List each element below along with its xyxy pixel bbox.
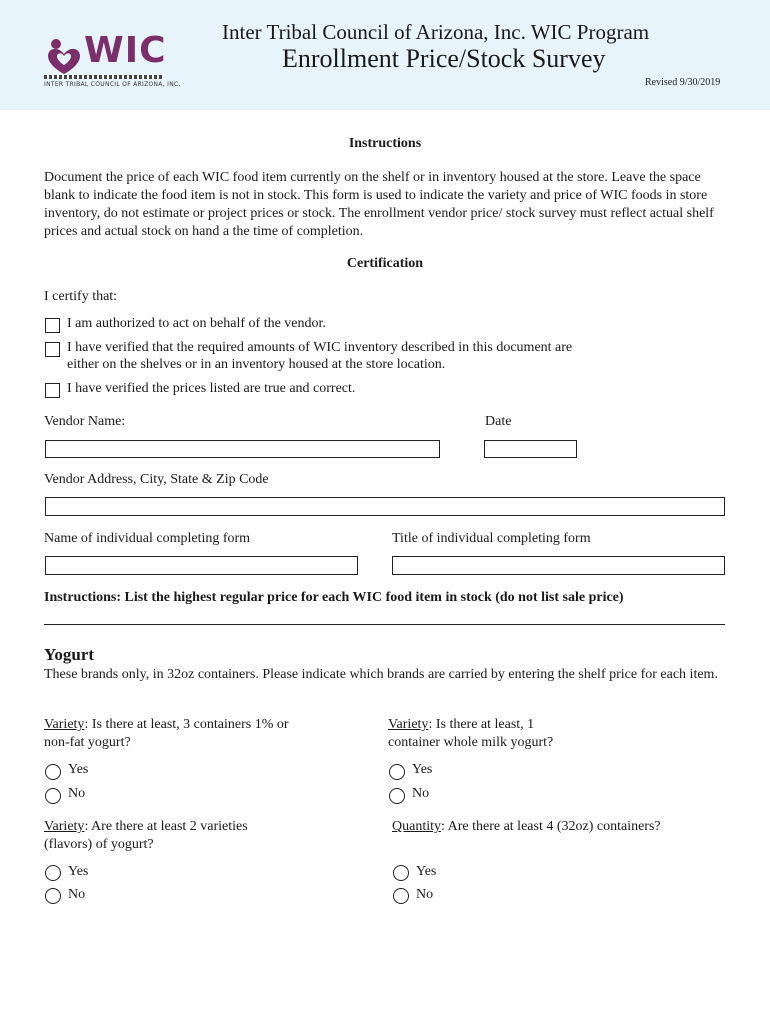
header-band: [0, 0, 770, 110]
vendor-name-label: Vendor Name:: [44, 414, 126, 429]
certify-item-inventory-cont: either on the shelves or in an inventory housed at the store location.: [67, 357, 446, 372]
section-divider: [44, 624, 725, 625]
list-instructions: Instructions: List the highest regular price for each WIC food item in stock (do not list sale price): [44, 590, 624, 605]
certify-checkbox-authorized[interactable]: [45, 318, 60, 333]
question-text: : Are there at least 4 (32oz) containers?: [441, 819, 661, 834]
quantity-no-radio[interactable]: [393, 888, 409, 904]
certify-item-authorized: I am authorized to act on behalf of the vendor.: [67, 316, 326, 331]
instructions-heading: Instructions: [348, 136, 422, 151]
certify-intro: I certify that:: [44, 289, 118, 304]
question-flavor-variety-cont: (flavors) of yogurt?: [44, 837, 154, 852]
question-text: : Is there at least, 3 containers 1% or: [84, 717, 289, 732]
low-fat-yes-radio[interactable]: [45, 764, 61, 780]
certify-item-prices: I have verified the prices listed are true and correct.: [67, 381, 356, 396]
question-tag: Quantity: [392, 819, 441, 834]
title-individual-label: Title of individual completing form: [392, 531, 591, 546]
org-title: Inter Tribal Council of Arizona, Inc. WIC Program: [222, 20, 650, 44]
yogurt-description: These brands only, in 32oz containers. Please indicate which brands are carried by entering the shelf price for each item.: [44, 667, 718, 682]
name-individual-field[interactable]: [45, 556, 358, 575]
low-fat-no-label: No: [68, 786, 86, 801]
whole-milk-yes-label: Yes: [412, 762, 433, 777]
question-text: : Is there at least, 1: [428, 717, 535, 732]
vendor-address-field[interactable]: [45, 497, 725, 516]
flavor-yes-radio[interactable]: [45, 865, 61, 881]
yogurt-heading: Yogurt: [44, 645, 95, 664]
quantity-yes-label: Yes: [416, 864, 437, 879]
certify-item-inventory: I have verified that the required amounts of WIC inventory described in this document are: [67, 340, 573, 355]
question-quantity: [392, 819, 661, 835]
question-tag: Variety: [44, 717, 85, 732]
question-low-fat-variety-cont: non-fat yogurt?: [44, 735, 131, 750]
low-fat-no-radio[interactable]: [45, 788, 61, 804]
quantity-yes-radio[interactable]: [393, 865, 409, 881]
wic-logo-text: WIC: [84, 30, 167, 71]
question-text: : Are there at least 2 varieties: [84, 819, 248, 834]
question-whole-milk-variety: [388, 717, 534, 733]
quantity-no-label: No: [416, 887, 434, 902]
wic-logo-icon: [44, 34, 84, 74]
form-title: Enrollment Price/Stock Survey: [282, 44, 606, 73]
vendor-name-field[interactable]: [45, 440, 440, 458]
title-individual-field[interactable]: [392, 556, 725, 575]
question-flavor-variety: [44, 819, 248, 835]
logo-strip: [44, 75, 162, 79]
date-label: Date: [485, 414, 512, 429]
certification-heading: Certification: [346, 256, 424, 271]
flavor-no-label: No: [68, 887, 86, 902]
wic-logo: [44, 30, 181, 92]
question-low-fat-variety: [44, 717, 289, 733]
whole-milk-no-label: No: [412, 786, 430, 801]
question-tag: Variety: [388, 717, 429, 732]
low-fat-yes-label: Yes: [68, 762, 89, 777]
certify-checkbox-prices[interactable]: [45, 383, 60, 398]
revised-date: Revised 9/30/2019: [645, 77, 721, 88]
flavor-yes-label: Yes: [68, 864, 89, 879]
whole-milk-yes-radio[interactable]: [389, 764, 405, 780]
wic-logo-subtext: INTER TRIBAL COUNCIL OF ARIZONA, INC.: [44, 81, 181, 88]
certify-checkbox-inventory[interactable]: [45, 342, 60, 357]
flavor-no-radio[interactable]: [45, 888, 61, 904]
vendor-address-label: Vendor Address, City, State & Zip Code: [44, 472, 269, 487]
date-field[interactable]: [484, 440, 577, 458]
question-whole-milk-variety-cont: container whole milk yogurt?: [388, 735, 554, 750]
question-tag: Variety: [44, 819, 85, 834]
name-individual-label: Name of individual completing form: [44, 531, 251, 546]
whole-milk-no-radio[interactable]: [389, 788, 405, 804]
instructions-body: Document the price of each WIC food item currently on the shelf or in inventory housed at the store. Leave the space blank to indicate the food item is not in stock. This form is used to indicate the variety and price of WIC foods in store inventory, do not estimate or project prices or stock. The enrollment vendor price/ stock survey must reflect actual shelf prices and actual stock on hand a the time of completion.: [44, 170, 714, 239]
